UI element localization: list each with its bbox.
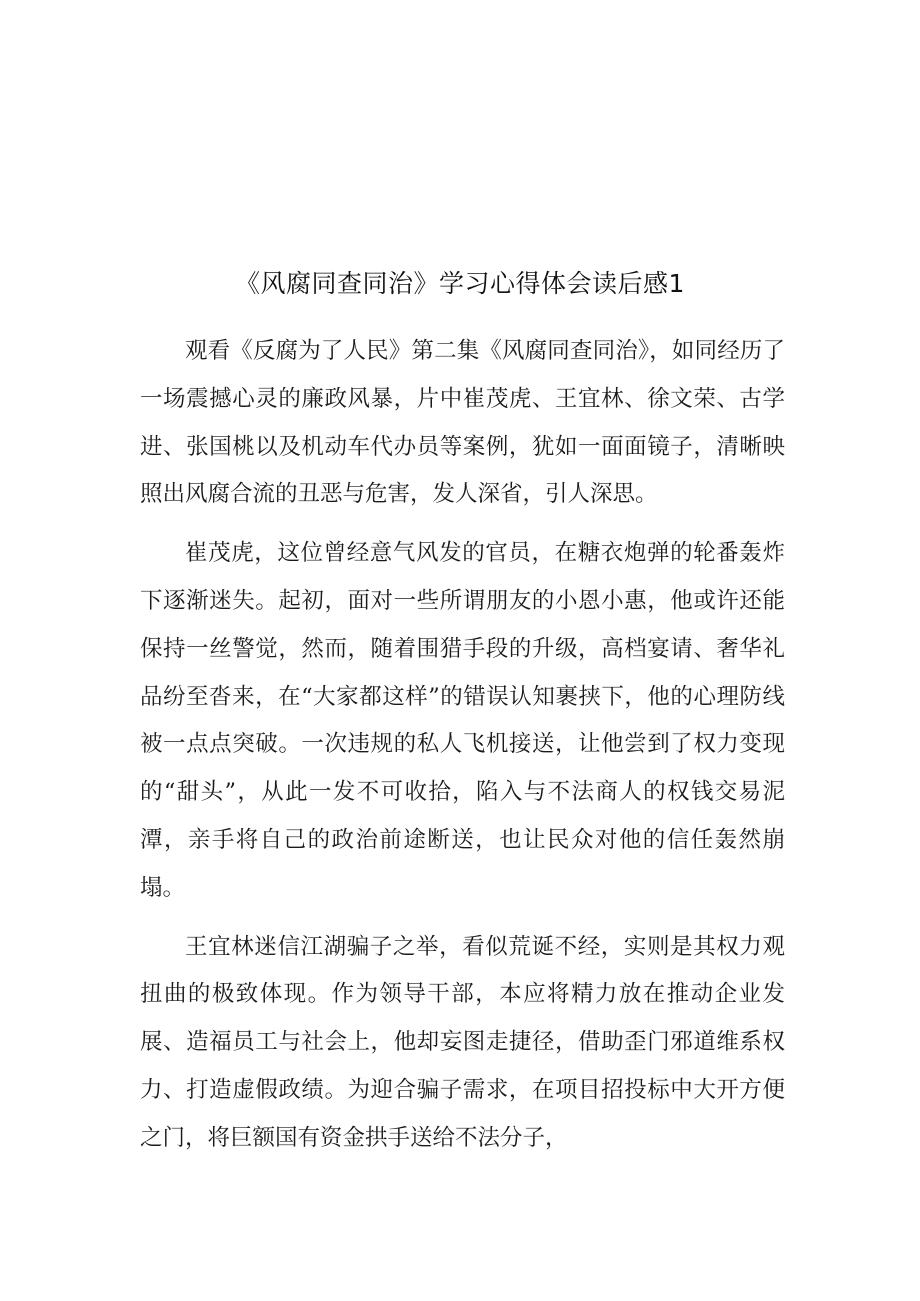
document-body — [140, 328, 785, 1174]
paragraph-2: 崔茂虎，这位曾经意气风发的官员，在糖衣炮弹的轮番轰炸下逐渐迷失。起初，面对一些所谓朋友的小恩小惠，他或许还能保持一丝警觉，然而，随着围猎手段的升级，高档宴请、奢华礼品纷至沓来，在“大家都这样”的错误认知裹挟下，他的心理防线被一点点突破。一次违规的私人飞机接送，让他尝到了权力变现的“甜头”，从此一发不可收拾，陷入与不法商人的权钱交易泥潭，亲手将自己的政治前途断送，也让民众对他的信任轰然崩塌。 — [140, 540, 785, 901]
document-title: 《风腐同查同治》学习心得体会读后感1 — [235, 269, 685, 298]
paragraph-3: 王宜林迷信江湖骗子之举，看似荒诞不经，实则是其权力观扭曲的极致体现。作为领导干部，本应将精力放在推动企业发展、造福员工与社会上，他却妄图走捷径，借助歪门邪道维系权力、打造虚假政绩。为迎合骗子需求，在项目招投标中大开方便之门，将巨额国有资金拱手送给不法分子， — [140, 933, 785, 1151]
paragraph-1: 观看《反腐为了人民》第二集《风腐同查同治》，如同经历了一场震撼心灵的廉政风暴，片中崔茂虎、王宜林、徐文荣、古学进、张国桃以及机动车代办员等案例，犹如一面面镜子，清晰映照出风腐合流的丑恶与危害，发人深省，引人深思。 — [140, 338, 785, 508]
